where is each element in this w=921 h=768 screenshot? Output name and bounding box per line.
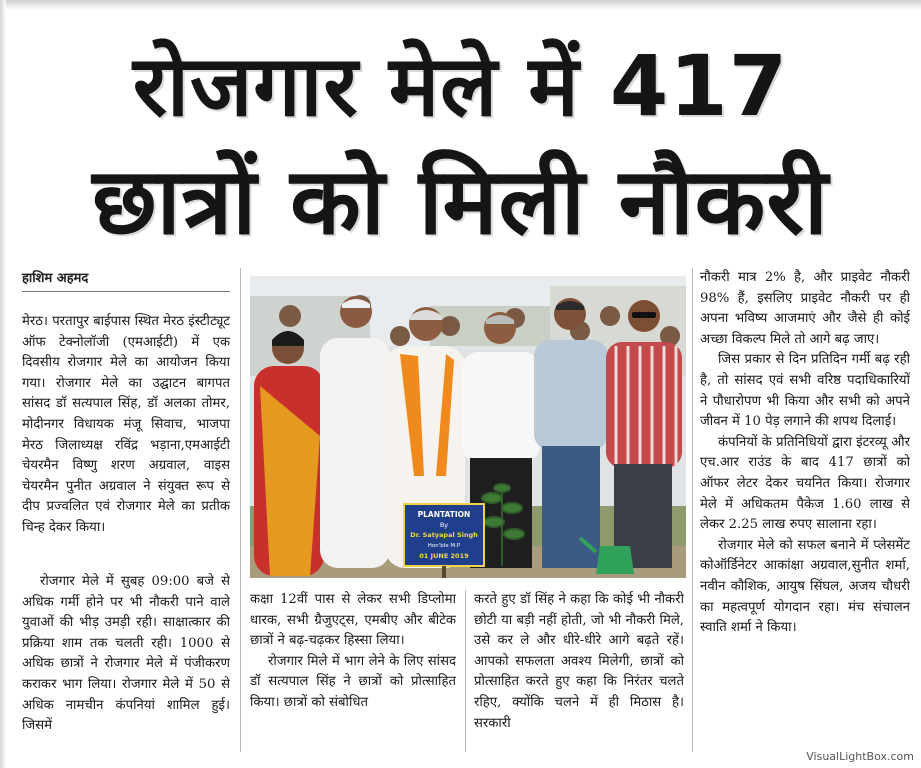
column-2 bbox=[250, 590, 456, 750]
article-paragraph: रोजगार मेले को सफल बनाने में प्लेसमेंट कोऑर्डिनेटर आकांक्षा अग्रवाल,सुनीत शर्मा, नवीन कौशिक, आयुष सिंघल, अजय चौधरी का महत्वपूर्ण योगदान रहा। मंच संचालन स्वाति शर्मा ने किया। bbox=[700, 537, 910, 636]
column-3 bbox=[474, 590, 684, 750]
plaque-line-2: By bbox=[439, 521, 449, 529]
column-4 bbox=[700, 268, 910, 750]
watermark: VisualLightBox.com bbox=[803, 749, 917, 764]
column-rule bbox=[465, 590, 466, 752]
article-paragraph: रोजगार मिले में भाग लेने के लिए सांसद डॉ सत्यपाल सिंह ने छात्रों को प्रोत्साहित किया। छात्रों को संबोधित bbox=[250, 653, 456, 710]
byline: हाशिम अहमद bbox=[22, 271, 89, 286]
plaque-line-5: 01 JUNE 2019 bbox=[419, 552, 469, 560]
column-1-top bbox=[22, 312, 230, 570]
column-rule bbox=[692, 268, 693, 752]
article-paragraph: रोजगार मेले में सुबह 09:00 बजे से अधिक गर्मी होने पर भी नौकरी पाने वाले युवाओं की भीड़ उमड़ी रही। साक्षात्कार की प्रक्रिया शाम तक चलती रही। 1000 से अधिक छात्रों ने रोजगार मेले में पंजीकरण कराकर भाग लिया। रोजगार मेले में 50 से अधिक नामचीन कंपनियां शामिल हुई। जिसमें bbox=[22, 574, 230, 734]
article-paragraph: नौकरी मात्र 2% है, और प्राइवेट नौकरी 98% हैं, इसलिए प्राइवेट नौकरी पर ही अपना भविष्य आजमाएं और जैसे ही कोई अच्छा विकल्प मिले तो आगे बढ़ जाए। bbox=[700, 270, 910, 347]
page-top-edge bbox=[0, 0, 921, 10]
headline-line-1: रोजगार मेले में 417 bbox=[132, 37, 789, 135]
event-photo bbox=[250, 276, 686, 578]
article-paragraph: कक्षा 12वीं पास से लेकर सभी डिप्लोमा धारक, सभी ग्रैजुएट्स, एमबीए और बीटेक छात्रों ने बढ़-चढ़कर हिस्सा लिया। bbox=[250, 592, 456, 649]
plaque-line-4: Hon'ble M.P bbox=[427, 543, 461, 549]
plaque-line-3: Dr. Satyapal Singh bbox=[410, 531, 478, 539]
plaque-line-1: PLANTATION bbox=[417, 510, 471, 519]
column-1-bottom bbox=[22, 572, 230, 752]
byline-rule bbox=[22, 291, 230, 292]
article-paragraph: करते हुए डॉ सिंह ने कहा कि कोई भी नौकरी छोटी या बड़ी नहीं होती, जो भी नौकरी मिले, उसे कर ले और धीरे-धीरे आगे बढ़ते रहें। आपको सफलता अवश्य मिलेगी, छात्रों को प्रोत्साहित करते हुए कहा कि निरंतर चलते रहिए, क्योंकि चलने में ही मिठास है। सरकारी bbox=[474, 592, 684, 731]
column-rule bbox=[240, 268, 241, 752]
article-paragraph: कंपनियों के प्रतिनिधियों द्वारा इंटरव्यू और एच.आर राउंड के बाद 417 छात्रों को ऑफर लेटर देकर चयनित किया। रोजगार मेले में अधिकतम पैकेज 1.60 लाख से लेकर 2.25 लाख रुपए सालाना रहा। bbox=[700, 434, 910, 533]
article-paragraph: मेरठ। परतापुर बाईपास स्थित मेरठ इंस्टीट्यूट ऑफ टेक्नोलॉजी (एमआईटी) में एक दिवसीय रोजगार मेले का आयोजन किया गया। रोजगार मेले का उद्घाटन बागपत सांसद डॉ सत्यपाल सिंह, डॉ अलका तोमर, मोदीनगर विधायक मंजू सिवाच, भाजपा मेरठ जिलाध्यक्ष रविंद्र भड़ाना,एमआईटी चेयरमैन विष्णु शरण अग्रवाल, वाइस चेयरमैन पुनीत अग्रवाल ने संयुक्त रूप से दीप प्रज्वलित एवं रोजगार मेले का प्रतीक चिन्ह देकर किया। bbox=[22, 314, 230, 535]
headline-line-2: छात्रों को मिली नौकरी bbox=[92, 148, 829, 255]
article-paragraph: जिस प्रकार से दिन प्रतिदिन गर्मी बढ़ रही है, तो सांसद एवं सभी वरिष्ठ पदाधिकारियों ने पौधारोपण भी किया और सभी को अपने जीवन में 10 पेड़ लगाने की शपथ दिलाई। bbox=[700, 352, 910, 430]
